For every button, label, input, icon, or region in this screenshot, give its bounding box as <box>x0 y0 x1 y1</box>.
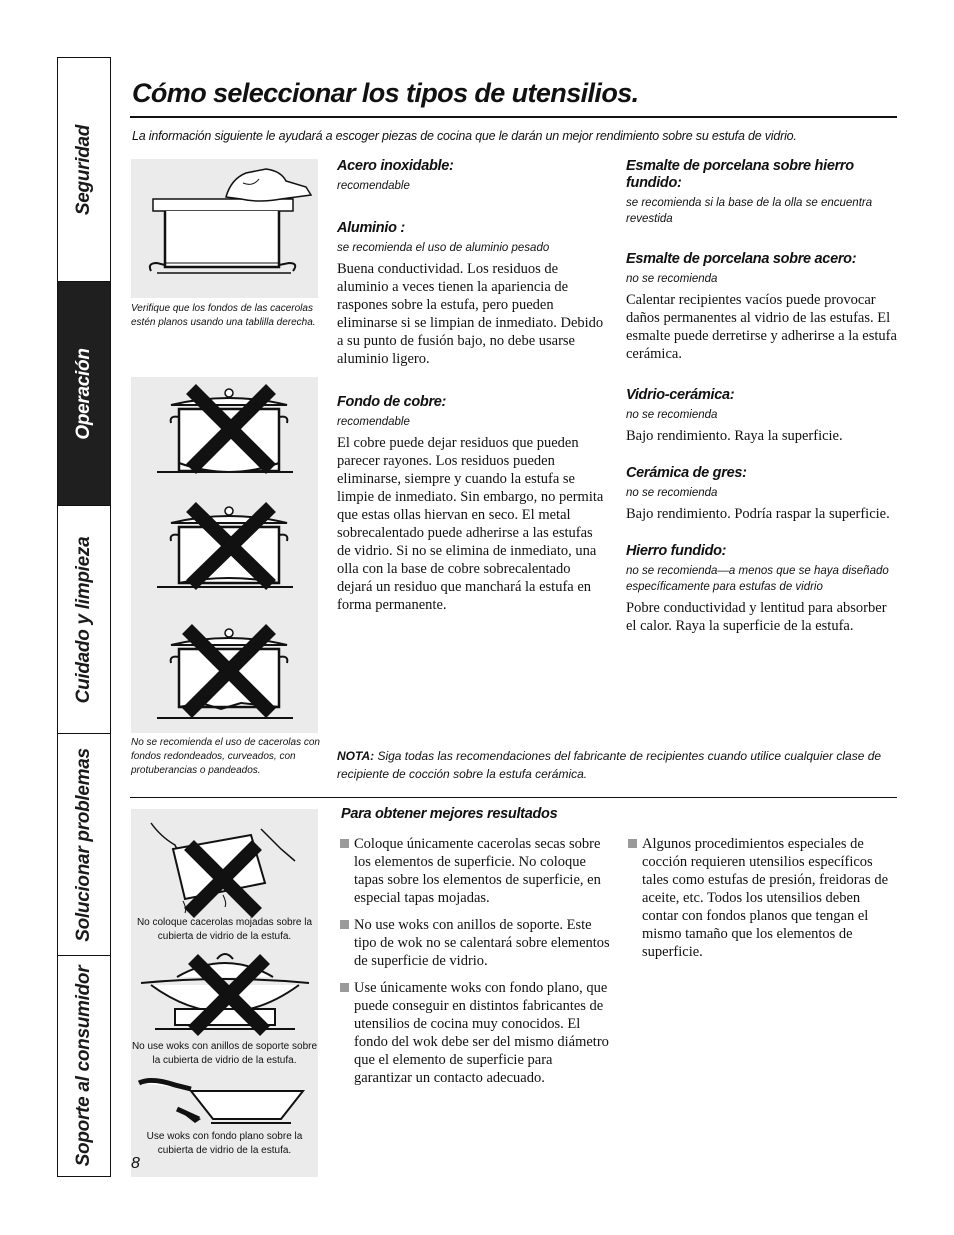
bullet-text: Use únicamente woks con fondo plano, que puede conseguir en distintos fabricantes de utensilios de cocina muy conocidos. El fondo del wok debe ser del mismo diámetro que el elemento de superficie para garantizar un contacto adecuado. <box>354 980 609 1086</box>
material-text: Calentar recipientes vacíos puede provocar daños permanentes al vidrio de las estufas. El esmalte puede derretirse y adherirse a la estufa cerámica. <box>626 292 897 362</box>
bullet-square-icon <box>340 920 349 929</box>
material-ceramica-gres <box>626 465 898 523</box>
bullet-text: Algunos procedimientos especiales de cocción requieren utensilios específicos tales como estufas de presión, freidoras de aceite, etc. Todos los utensilios deben contar con fondos planos que tengan el mismo tamaño que los elementos de superficie. <box>642 836 889 960</box>
tab-label: Soporte al consumidor <box>73 965 94 1167</box>
title-rule <box>130 116 897 118</box>
tab-solucionar-problemas[interactable] <box>58 734 110 956</box>
material-hierro-fundido <box>626 543 898 635</box>
nota-body: Siga todas las recomendaciones del fabricante de recipientes cuando utilice cualquier clase de recipiente de cocción sobre la estufa cerámica. <box>337 749 882 781</box>
wok-ring-icon <box>141 954 309 1031</box>
wok-ring-caption: No use woks con anillos de soporte sobre la cubierta de vidrio de la estufa. <box>131 1041 318 1066</box>
material-fondo-cobre <box>337 394 607 614</box>
flat-wok-icon <box>139 1080 303 1123</box>
material-note: no se recomienda—a menos que se haya diseñado específicamente para estufas de vidrio <box>626 565 889 593</box>
material-text: Pobre conductividad y lentitud para absorber el calor. Raya la superficie de la estufa. <box>626 600 887 634</box>
bullet-text: No use woks con anillos de soporte. Este tipo de wok no se calentará sobre elementos de superficie de vidrio. <box>354 917 610 969</box>
bullet-text: Coloque únicamente cacerolas secas sobre los elementos de superficie. No coloque tapas sobre los elementos de superficie, en especial tapas mojadas. <box>354 836 601 906</box>
tab-seguridad[interactable] <box>58 58 110 282</box>
material-note: recomendable <box>337 416 410 428</box>
nota-label: NOTA: <box>337 749 375 763</box>
flat-pan-figure <box>131 159 318 298</box>
material-note: no se recomienda <box>626 409 718 421</box>
material-text: Bajo rendimiento. Podría raspar la superficie. <box>626 506 890 522</box>
tips-illustrations <box>131 809 318 1177</box>
best-results-right <box>628 835 890 970</box>
bad-pans-figure <box>131 377 318 733</box>
side-tab-bar <box>57 57 111 1177</box>
bullet-square-icon <box>340 839 349 848</box>
bad-pans-caption: No se recomienda el uso de cacerolas con fondos redondeados, curveados, con protuberancias o pandeados. <box>131 737 320 776</box>
material-text: Buena conductividad. Los residuos de aluminio a veces tienen la apariencia de raspones sobre la estufa, pero pueden eliminarse si se limpian de inmediato. Debido a su punto de fusión bajo, no debe usarse aluminio ligero. <box>337 261 604 367</box>
material-note: recomendable <box>337 180 410 192</box>
page-number: 8 <box>131 1155 140 1172</box>
bullet-square-icon <box>628 839 637 848</box>
tab-label: Solucionar problemas <box>73 747 94 942</box>
tab-soporte-consumidor[interactable] <box>58 956 110 1176</box>
straight-edge-pan-illustration <box>131 159 318 298</box>
pan-curved-bottom-icon <box>157 507 293 587</box>
tab-operacion[interactable] <box>58 282 110 506</box>
material-heading: Cerámica de gres: <box>626 465 747 481</box>
bullet-item <box>340 979 610 1087</box>
material-heading: Aluminio : <box>337 220 405 236</box>
bullet-square-icon <box>340 983 349 992</box>
bullet-item <box>628 835 890 961</box>
material-heading: Vidrio-cerámica: <box>626 387 735 403</box>
flat-wok-caption: Use woks con fondo plano sobre la cubierta de vidrio de la estufa. <box>146 1131 303 1156</box>
material-text: El cobre puede dejar residuos que pueden parecer rayones. Los residuos pueden eliminarse, siempre y cuando la estufa se limpie de inmediato. Sin embargo, no permita que estas ollas hiervan en seco. El metal sobrecalentado puede adherirse a las estufas de vidrio. Si no se elimina de inmediato, una olla con la base de cobre sobrecalentado dejará un residuo que manchará la estufa en forma permanente. <box>337 435 604 613</box>
material-heading: Fondo de cobre: <box>337 394 447 410</box>
material-note: no se recomienda <box>626 273 718 285</box>
material-acero-inoxidable <box>337 158 607 194</box>
pan-warped-bottom-icon <box>157 629 293 718</box>
materials-column-left <box>337 158 607 634</box>
wet-pan-icon <box>151 823 295 913</box>
material-aluminio <box>337 220 607 368</box>
pan-rounded-bottom-icon <box>157 389 293 472</box>
tab-label: Seguridad <box>73 124 94 215</box>
flat-pan-caption: Verifique que los fondos de las cacerolas estén planos usando una tablilla derecha. <box>131 303 316 328</box>
bullet-item <box>340 835 610 907</box>
materials-column-right <box>626 158 898 655</box>
material-heading: Hierro fundido: <box>626 543 727 559</box>
material-vidrio-ceramica <box>626 387 898 445</box>
tab-label: Cuidado y limpieza <box>73 536 94 703</box>
section-rule <box>130 797 897 798</box>
bad-pan-illustrations <box>131 377 318 733</box>
bullet-item <box>340 916 610 970</box>
material-heading: Acero inoxidable: <box>337 158 454 174</box>
wet-pan-caption: No coloque cacerolas mojadas sobre la cubierta de vidrio de la estufa. <box>136 917 313 942</box>
tips-figure <box>131 809 318 1177</box>
material-note: se recomienda el uso de aluminio pesado <box>337 242 550 254</box>
tab-cuidado-limpieza[interactable] <box>58 506 110 734</box>
best-results-heading: Para obtener mejores resultados <box>341 806 558 822</box>
intro-text: La información siguiente le ayudará a escoger piezas de cocina que le darán un mejor rendimiento sobre su estufa de vidrio. <box>132 129 797 143</box>
material-heading: Esmalte de porcelana sobre hierro fundido: <box>626 158 854 191</box>
material-note: se recomienda si la base de la olla se encuentra revestida <box>626 197 873 225</box>
tab-label: Operación <box>73 347 94 440</box>
material-heading: Esmalte de porcelana sobre acero: <box>626 251 857 267</box>
best-results-left <box>340 835 610 1096</box>
material-esmalte-acero <box>626 251 898 363</box>
material-esmalte-hierro <box>626 158 898 227</box>
page-title: Cómo seleccionar los tipos de utensilios. <box>132 78 639 108</box>
material-note: no se recomienda <box>626 487 718 499</box>
material-text: Bajo rendimiento. Raya la superficie. <box>626 428 843 444</box>
nota-text <box>337 747 897 783</box>
